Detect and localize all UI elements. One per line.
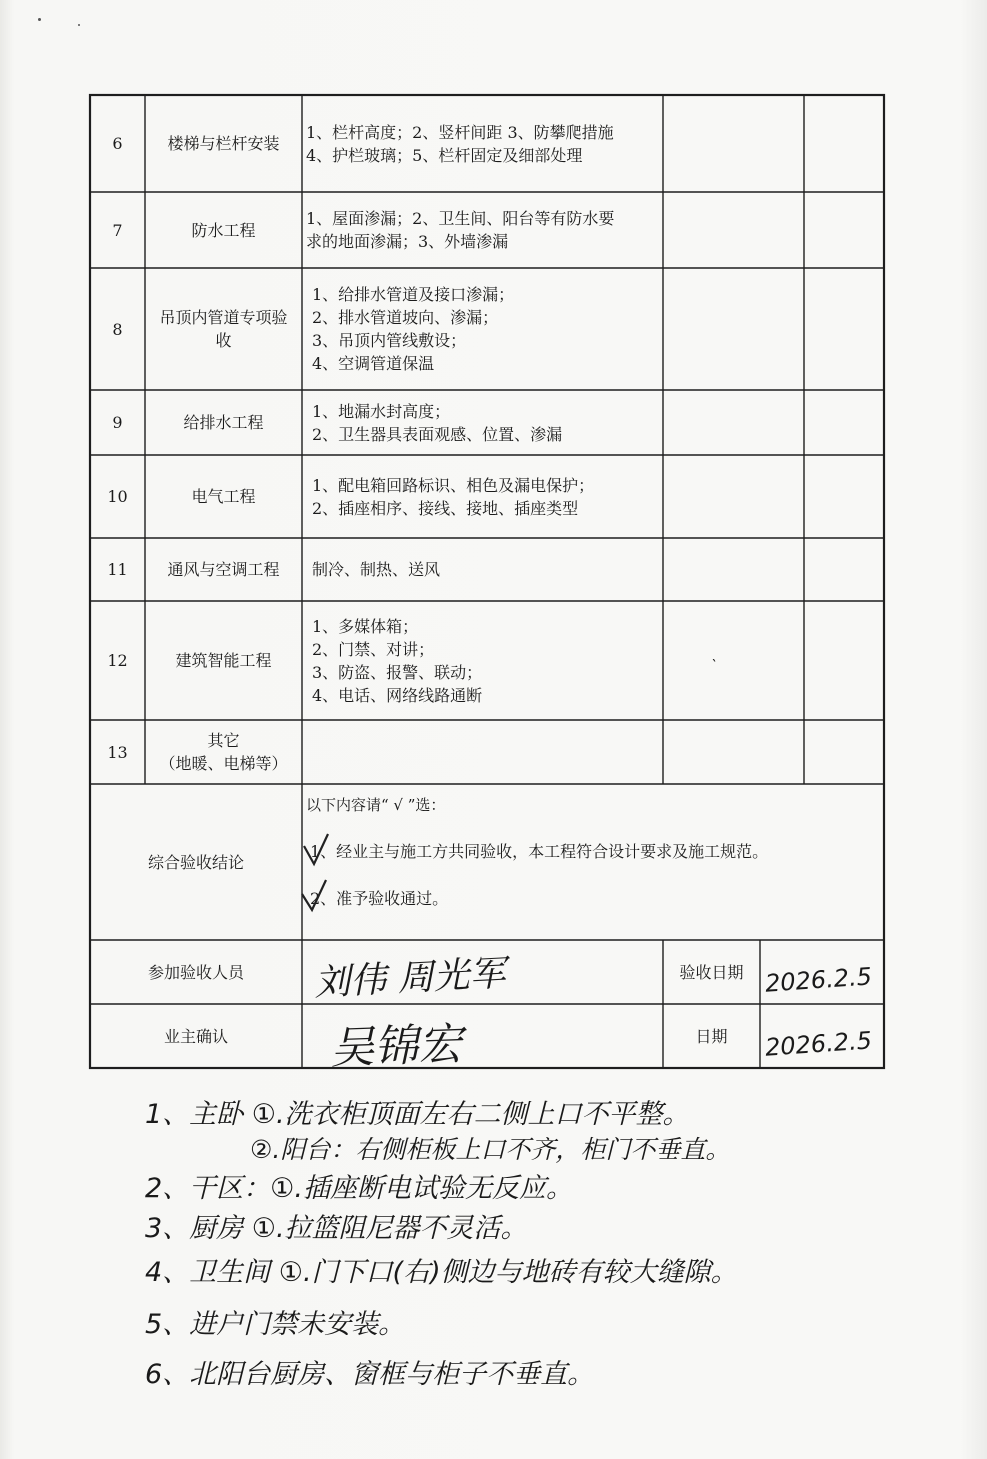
- owner-date-value: 2026.2.5: [764, 1026, 873, 1062]
- stray-pen-mark: ˎ: [710, 646, 717, 662]
- handwritten-note: ②.阳台：右侧柜板上口不齐，柜门不垂直。: [250, 1135, 731, 1164]
- conclusion-label: 综合验收结论: [147, 852, 244, 872]
- date-label: 日期: [695, 1026, 728, 1046]
- row-inspection-points: [302, 268, 663, 390]
- inspection-point: 2、门禁、对讲；: [312, 639, 435, 659]
- inspection-point: 2、插座相序、接线、接地、插座类型: [312, 498, 579, 518]
- conclusion-option-2: 2、准予验收通过。: [310, 888, 449, 908]
- participants-signature: 刘伟 周光军: [313, 953, 507, 1004]
- item-name-line: 吊顶内管道专项验: [159, 308, 288, 327]
- item-name-line: 收: [215, 331, 232, 350]
- handwritten-note: 5、进户门禁未安装。: [145, 1309, 406, 1340]
- inspection-point: 制冷、制热、送风: [312, 560, 441, 579]
- inspection-date-value: 2026.2.5: [764, 962, 873, 998]
- inspection-point: 4、电话、网络线路通断: [312, 685, 483, 705]
- conclusion-option-1: 1、经业主与施工方共同验收，本工程符合设计要求及施工规范。: [310, 841, 769, 861]
- inspection-point: 2、排水管道坡向、渗漏；: [312, 308, 499, 327]
- row-item-name: [145, 268, 302, 390]
- handwritten-note: 1、主卧 ①.洗衣柜顶面左右二侧上口不平整。: [145, 1099, 690, 1130]
- participants-label: 参加验收人员: [147, 962, 244, 982]
- row-inspection-points: [302, 95, 663, 192]
- row-number: 13: [107, 742, 128, 762]
- inspection-point: 1、地漏水封高度；: [312, 401, 451, 421]
- handwritten-note: 3、厨房 ①.拉篮阻尼器不灵活。: [145, 1213, 528, 1244]
- inspection-point: 3、吊顶内管线敷设；: [312, 331, 467, 350]
- row-number: 6: [112, 134, 123, 153]
- inspection-point: 1、屋面渗漏；2、卫生间、阳台等有防水要: [306, 209, 615, 228]
- conclusion-instruction: 以下内容请“ √ ”选：: [306, 795, 446, 814]
- row-item-name: 楼梯与栏杆安装: [167, 134, 280, 153]
- inspection-date-label: 验收日期: [679, 962, 744, 982]
- handwritten-note: 4、卫生间 ①.门下口(右)侧边与地砖有较大缝隙。: [145, 1257, 738, 1288]
- inspection-point: 1、多媒体箱；: [312, 616, 419, 636]
- row-number: 10: [107, 487, 128, 506]
- row-item-name: 建筑智能工程: [175, 651, 272, 670]
- inspection-point: 3、防盗、报警、联动；: [312, 662, 483, 682]
- inspection-point: 4、空调管道保温: [312, 354, 435, 373]
- row-inspection-points: [302, 390, 663, 455]
- row-number: 9: [112, 413, 123, 432]
- row-number: 7: [112, 220, 123, 240]
- row-inspection-points: [302, 601, 663, 720]
- row-item-name: 通风与空调工程: [167, 560, 280, 579]
- handwritten-note: 2、干区：①.插座断电试验无反应。: [145, 1173, 573, 1204]
- inspection-point: 求的地面渗漏；3、外墙渗漏: [306, 232, 509, 251]
- row-item-name: 给排水工程: [183, 413, 264, 432]
- handwritten-note: 6、北阳台厨房、窗框与柜子不垂直。: [145, 1359, 595, 1390]
- row-item-name: 电气工程: [191, 487, 256, 506]
- row-inspection-points: [302, 455, 663, 538]
- item-name-line: 其它: [207, 731, 240, 750]
- row-inspection-points: [302, 538, 663, 601]
- inspection-point: 4、护栏玻璃；5、栏杆固定及细部处理: [306, 145, 583, 165]
- row-number: 8: [112, 319, 123, 339]
- owner-signature: 吴锦宏: [329, 1018, 464, 1075]
- row-number: 12: [107, 651, 128, 670]
- row-number: 11: [107, 560, 128, 579]
- inspection-point: 2、卫生器具表面观感、位置、渗漏: [312, 424, 563, 444]
- row-item-name: 防水工程: [191, 220, 256, 240]
- item-name-line: （地暖、电梯等）: [159, 754, 288, 773]
- row-inspection-points: [302, 192, 663, 268]
- row-item-name: [145, 720, 302, 784]
- inspection-point: 1、配电箱回路标识、相色及漏电保护；: [312, 475, 595, 495]
- inspection-point: 1、给排水管道及接口渗漏；: [312, 285, 515, 304]
- owner-confirm-label: 业主确认: [163, 1026, 228, 1046]
- inspection-point: 1、栏杆高度；2、竖杆间距 3、防攀爬措施: [306, 122, 614, 142]
